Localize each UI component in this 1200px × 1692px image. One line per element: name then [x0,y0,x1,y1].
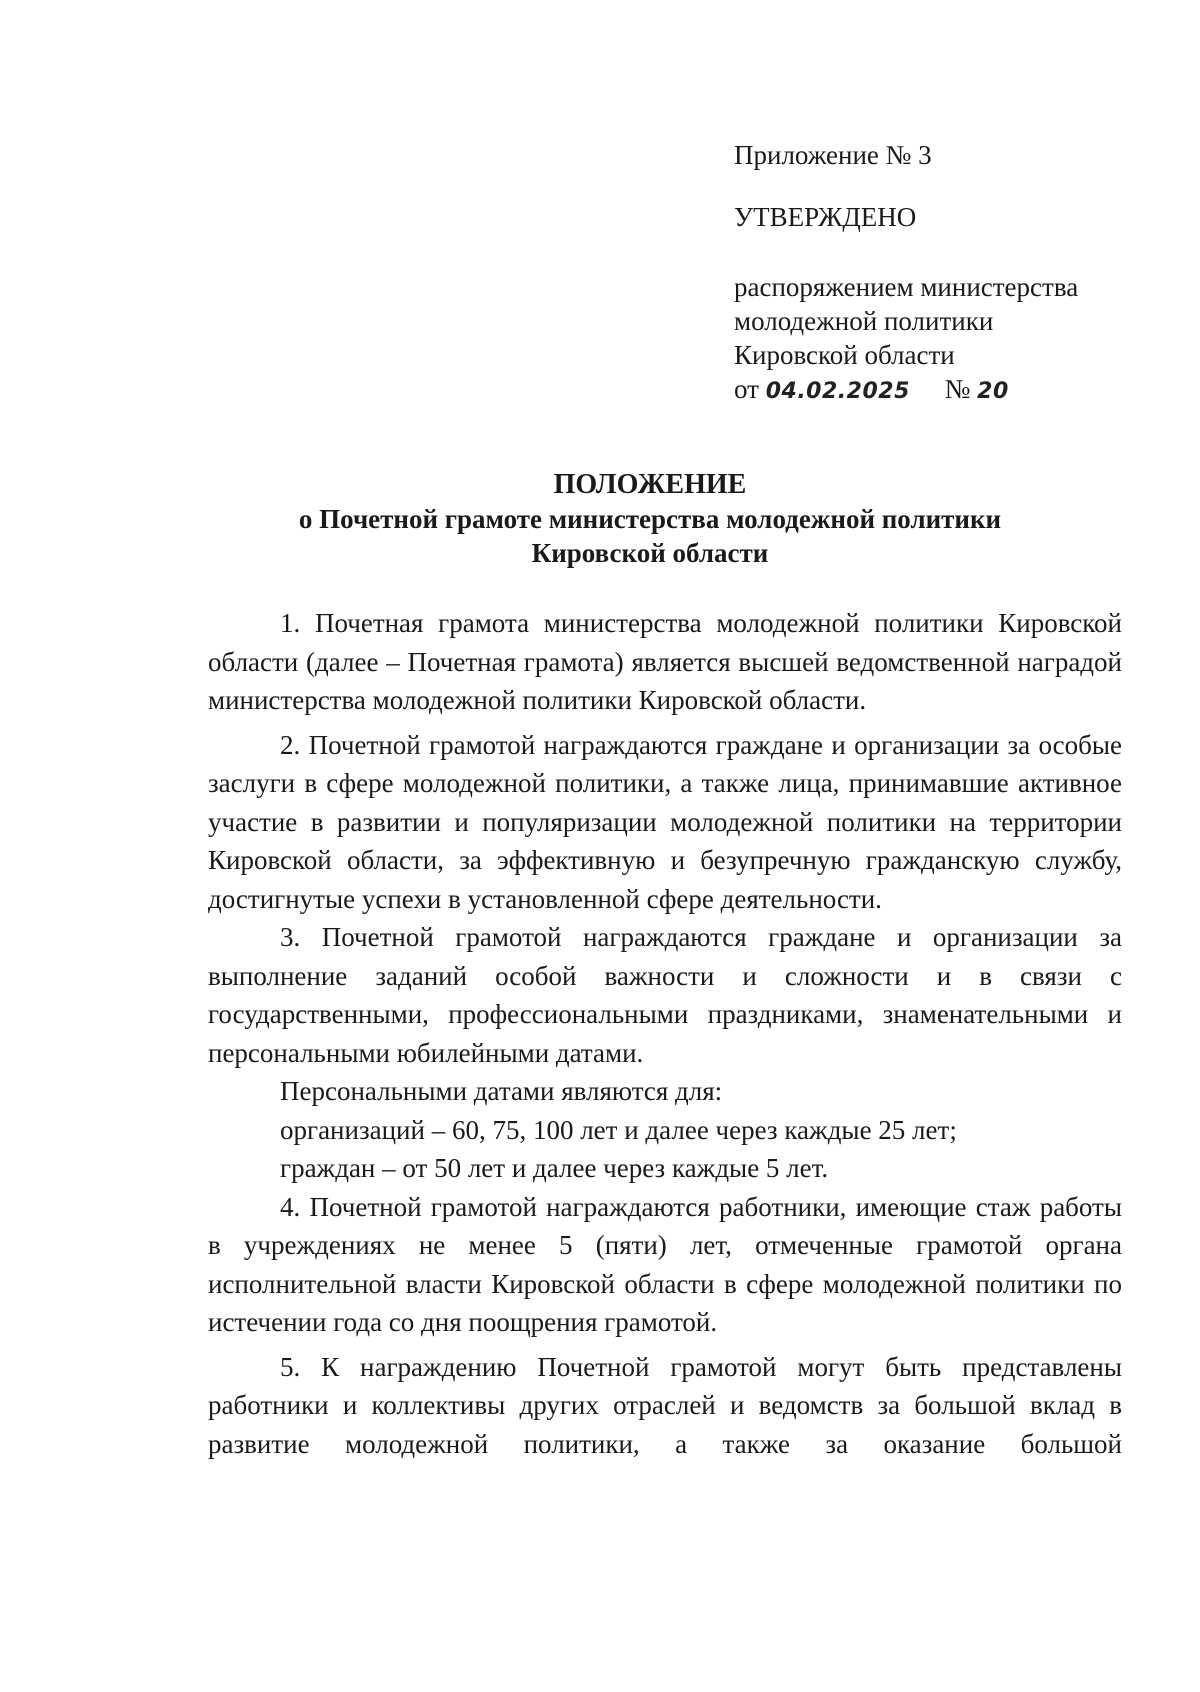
document-subtitle: о Почетной грамоте министерства молодежной политики [298,504,1002,534]
appendix-label: Приложение № 3 [734,140,932,170]
number-prefix: № [944,374,971,404]
order-line: Кировской области [734,340,955,370]
order-reference [734,270,1154,409]
paragraph: 4. Почетной грамотой награждаются работники, имеющие стаж работы в учреждениях не менее 5 (пяти) лет, отмеченные грамотой органа исполнительной власти Кировской области в сфере молодежной политики по истечении года со дня поощрения грамотой. [208,1191,1122,1337]
approved-stamp-text: УТВЕРЖДЕНО [734,202,917,232]
paragraph: 5. К награждению Почетной грамотой могут быть представлены работники и коллективы других отраслей и ведомств за большой вклад в развитие молодежной политики, а также за оказание большой [208,1351,1122,1459]
document-subtitle: Кировской области [531,538,769,568]
handwritten-number: 20 [977,379,1009,404]
document-body [208,604,1122,1463]
approval-block [734,138,1154,409]
date-prefix: от [734,374,759,404]
order-line: распоряжением министерства [734,272,1079,302]
paragraph: организаций – 60, 75, 100 лет и далее через каждые 25 лет; [280,1114,957,1145]
document-heading [200,468,1100,570]
document-title: ПОЛОЖЕНИЕ [553,469,747,500]
paragraph: 2. Почетной грамотой награждаются граждане и организации за особые заслуги в сфере молодежной политики, а также лица, принимавшие активное участие в развитии и популяризации молодежной политики на территории Кировской области, за эффективную и безупречную гражданскую службу, достигнутые успехи в установленной сфере деятельности. [208,729,1122,914]
paragraph: 1. Почетная грамота министерства молодежной политики Кировской области (далее – Почетная грамота) является высшей ведомственной наградой министерства молодежной политики Кировской области. [208,608,1122,715]
paragraph: граждан – от 50 лет и далее через каждые 5 лет. [280,1153,829,1183]
paragraph: Персональными датами являются для: [280,1076,723,1106]
order-line: молодежной политики [734,306,994,336]
order-date-line [734,372,1154,409]
handwritten-date: 04.02.2025 [765,379,910,404]
paragraph: 3. Почетной грамотой награждаются граждане и организации за выполнение заданий особой важности и сложности и в связи с государственными, профессиональными праздниками, знаменательными и персональными юбилейными датами. [208,922,1122,1068]
